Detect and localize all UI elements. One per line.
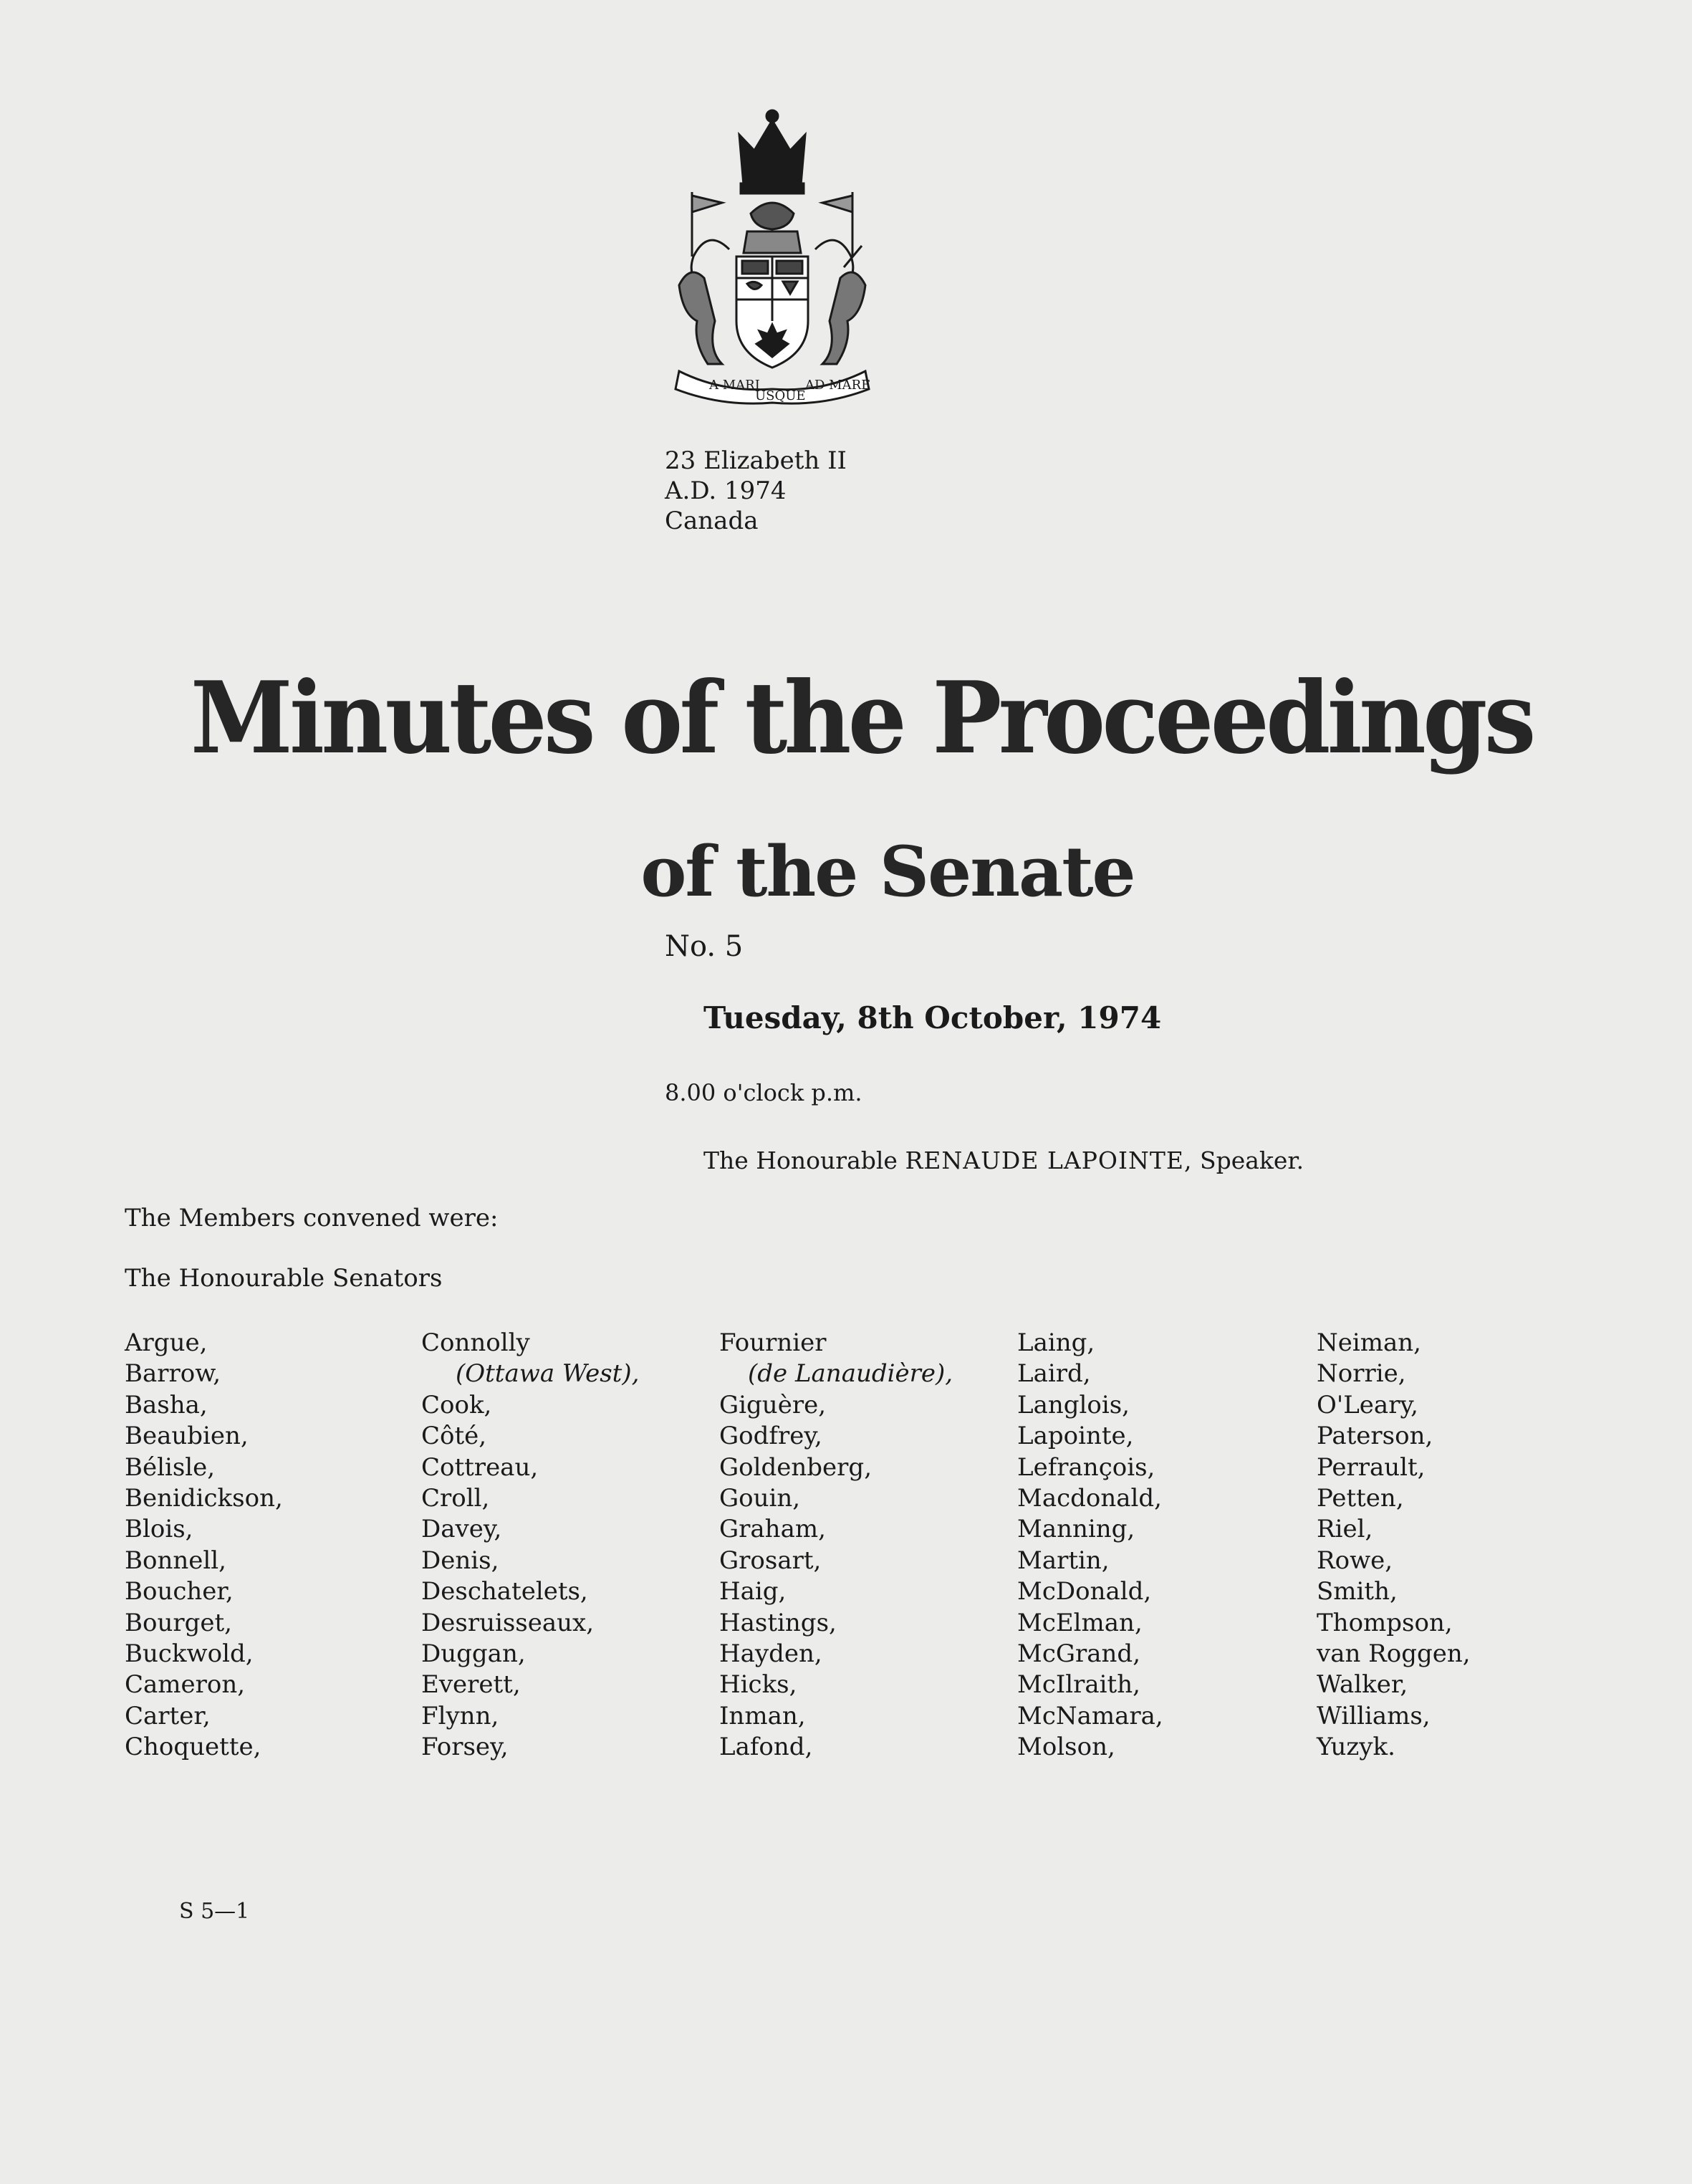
senator-name: Cook, [421, 1390, 492, 1419]
main-title: Minutes of the Proceedings [190, 659, 1533, 776]
senator-name: Haig, [719, 1577, 787, 1606]
motto-left: A MARI [709, 378, 760, 393]
senator-name: Fournier [719, 1328, 827, 1357]
senator-name: Deschatelets, [421, 1577, 588, 1606]
senator-name: McElman, [1017, 1608, 1143, 1637]
senator-name: Cottreau, [421, 1452, 539, 1482]
reign-year: 23 Elizabeth II [665, 446, 847, 475]
speaker-prefix: The Honourable [703, 1146, 898, 1174]
senator-name: Blois, [125, 1515, 193, 1544]
senator-designation: (Ottawa West), [456, 1359, 640, 1389]
senator-name: Norrie, [1317, 1359, 1406, 1389]
senator-name: O'Leary, [1317, 1390, 1418, 1419]
speaker-name: RENAUDE LAPOINTE, [905, 1146, 1193, 1174]
senator-name: Connolly [421, 1328, 530, 1357]
senator-name: Paterson, [1317, 1422, 1433, 1451]
reign-block [665, 446, 847, 536]
senator-name: Desruisseaux, [421, 1608, 595, 1637]
senator-name: Petten, [1317, 1483, 1404, 1513]
senator-name: Bonnell, [125, 1546, 226, 1575]
senator-name: Lafond, [719, 1733, 813, 1762]
senator-name: Beaubien, [125, 1422, 249, 1451]
senator-name: McIlraith, [1017, 1670, 1140, 1700]
senator-name: Giguère, [719, 1390, 826, 1419]
senator-name: Martin, [1017, 1546, 1110, 1575]
senators-column-2 [421, 1328, 639, 1763]
senator-name: Perrault, [1317, 1452, 1426, 1482]
senator-name: Williams, [1317, 1701, 1431, 1730]
page-code: S 5—1 [179, 1899, 250, 1924]
senator-name: Denis, [421, 1546, 499, 1575]
senator-name: Hayden, [719, 1639, 822, 1668]
royal-coat-of-arms-icon [665, 106, 880, 407]
senator-name: Argue, [125, 1328, 208, 1357]
senator-name: McDonald, [1017, 1577, 1152, 1606]
senator-name: Forsey, [421, 1733, 509, 1762]
senator-name: Benidickson, [125, 1483, 283, 1513]
senator-name: Godfrey, [719, 1422, 822, 1451]
anno-domini: A.D. 1974 [665, 476, 787, 505]
senator-name: Bourget, [125, 1608, 232, 1637]
senator-name: Molson, [1017, 1733, 1115, 1762]
issue-number: No. 5 [665, 930, 744, 963]
senator-name: Croll, [421, 1483, 490, 1513]
senator-name: Goldenberg, [719, 1452, 872, 1482]
senator-name: Basha, [125, 1390, 208, 1419]
senator-name: Manning, [1017, 1515, 1135, 1544]
senator-name: Buckwold, [125, 1639, 254, 1668]
senators-column-5 [1317, 1328, 1471, 1763]
senators-column-3 [719, 1328, 953, 1763]
senator-name: Inman, [719, 1701, 806, 1730]
senator-name: Hicks, [719, 1670, 797, 1700]
senator-name: Everett, [421, 1670, 521, 1700]
senator-designation: (de Lanaudière), [748, 1359, 953, 1389]
senator-name: van Roggen, [1317, 1639, 1471, 1668]
senators-column-1 [125, 1328, 283, 1763]
senator-name: Boucher, [125, 1577, 234, 1606]
senator-name: Grosart, [719, 1546, 822, 1575]
senator-name: Graham, [719, 1515, 826, 1544]
senator-name: Hastings, [719, 1608, 837, 1637]
senators-column-4 [1017, 1328, 1163, 1763]
senator-name: Duggan, [421, 1639, 526, 1668]
sub-title: of the Senate [640, 831, 1135, 912]
country: Canada [665, 507, 759, 535]
senator-name: Macdonald, [1017, 1483, 1162, 1513]
senator-name: Laird, [1017, 1359, 1091, 1389]
senator-name: Flynn, [421, 1701, 499, 1730]
senator-name: Carter, [125, 1701, 211, 1730]
senator-name: Rowe, [1317, 1546, 1393, 1575]
senator-name: Lapointe, [1017, 1422, 1134, 1451]
senator-name: Gouin, [719, 1483, 801, 1513]
senator-name: Davey, [421, 1515, 502, 1544]
senator-name: McGrand, [1017, 1639, 1141, 1668]
sitting-time: 8.00 o'clock p.m. [665, 1079, 862, 1106]
senator-name: Neiman, [1317, 1328, 1421, 1357]
senator-name: Lefrançois, [1017, 1452, 1155, 1482]
senator-name: Walker, [1317, 1670, 1408, 1700]
motto-center: USQUE [755, 388, 806, 403]
senator-name: Laing, [1017, 1328, 1095, 1357]
senator-name: Thompson, [1317, 1608, 1453, 1637]
members-intro: The Members convened were: [125, 1204, 499, 1232]
speaker-role: Speaker. [1199, 1146, 1304, 1174]
senators-heading: The Honourable Senators [125, 1264, 443, 1293]
senator-name: Barrow, [125, 1359, 221, 1389]
sitting-date: Tuesday, 8th October, 1974 [703, 1000, 1162, 1035]
senator-name: Yuzyk. [1317, 1733, 1395, 1762]
speaker-line [703, 1146, 1304, 1174]
senator-name: Langlois, [1017, 1390, 1130, 1419]
senator-name: Choquette, [125, 1733, 261, 1762]
senator-name: McNamara, [1017, 1701, 1163, 1730]
senator-name: Cameron, [125, 1670, 246, 1700]
senator-name: Riel, [1317, 1515, 1373, 1544]
motto-right: AD MARE [805, 378, 871, 393]
senator-name: Smith, [1317, 1577, 1398, 1606]
senator-name: Côté, [421, 1422, 487, 1451]
senator-name: Bélisle, [125, 1452, 216, 1482]
